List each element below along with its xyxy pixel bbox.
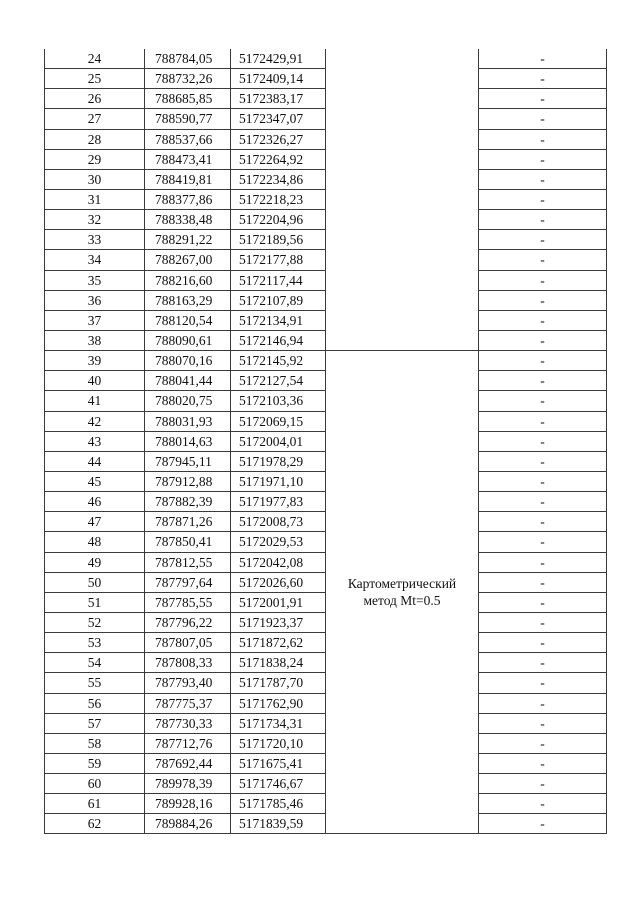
x-coordinate-cell: 787808,33: [145, 653, 231, 673]
y-coordinate-cell: 5172383,17: [231, 89, 326, 109]
y-coordinate-cell: 5172204,96: [231, 210, 326, 230]
y-coordinate-cell: 5171872,62: [231, 633, 326, 653]
x-coordinate-cell: 788784,05: [145, 49, 231, 69]
y-coordinate-cell: 5172146,94: [231, 330, 326, 350]
point-number-cell: 24: [45, 49, 145, 69]
y-coordinate-cell: 5171977,83: [231, 492, 326, 512]
y-coordinate-cell: 5171838,24: [231, 653, 326, 673]
method-cell-upper: [326, 49, 479, 351]
y-coordinate-cell: 5172004,01: [231, 431, 326, 451]
point-number-cell: 39: [45, 351, 145, 371]
y-coordinate-cell: 5171734,31: [231, 713, 326, 733]
point-number-cell: 26: [45, 89, 145, 109]
accuracy-cell: -: [479, 814, 607, 834]
accuracy-cell: -: [479, 330, 607, 350]
accuracy-cell: -: [479, 572, 607, 592]
point-number-cell: 43: [45, 431, 145, 451]
y-coordinate-cell: 5172145,92: [231, 351, 326, 371]
point-number-cell: 54: [45, 653, 145, 673]
x-coordinate-cell: 787912,88: [145, 471, 231, 491]
y-coordinate-cell: 5171785,46: [231, 794, 326, 814]
point-number-cell: 40: [45, 371, 145, 391]
x-coordinate-cell: 787850,41: [145, 532, 231, 552]
accuracy-cell: -: [479, 149, 607, 169]
method-text-line-1: Картометрический: [347, 576, 457, 592]
point-number-cell: 58: [45, 733, 145, 753]
point-number-cell: 59: [45, 753, 145, 773]
accuracy-cell: -: [479, 451, 607, 471]
point-number-cell: 45: [45, 471, 145, 491]
x-coordinate-cell: 787882,39: [145, 492, 231, 512]
y-coordinate-cell: 5172127,54: [231, 371, 326, 391]
point-number-cell: 37: [45, 310, 145, 330]
accuracy-cell: -: [479, 693, 607, 713]
point-number-cell: 53: [45, 633, 145, 653]
y-coordinate-cell: 5171839,59: [231, 814, 326, 834]
point-number-cell: 49: [45, 552, 145, 572]
accuracy-cell: -: [479, 492, 607, 512]
point-number-cell: 61: [45, 794, 145, 814]
point-number-cell: 34: [45, 250, 145, 270]
x-coordinate-cell: 788537,66: [145, 129, 231, 149]
y-coordinate-cell: 5171720,10: [231, 733, 326, 753]
x-coordinate-cell: 789884,26: [145, 814, 231, 834]
point-number-cell: 31: [45, 189, 145, 209]
x-coordinate-cell: 788338,48: [145, 210, 231, 230]
point-number-cell: 41: [45, 391, 145, 411]
accuracy-cell: -: [479, 633, 607, 653]
accuracy-cell: -: [479, 189, 607, 209]
x-coordinate-cell: 787775,37: [145, 693, 231, 713]
point-number-cell: 42: [45, 411, 145, 431]
y-coordinate-cell: 5172029,53: [231, 532, 326, 552]
accuracy-cell: -: [479, 69, 607, 89]
y-coordinate-cell: 5171923,37: [231, 612, 326, 632]
y-coordinate-cell: 5171762,90: [231, 693, 326, 713]
accuracy-cell: -: [479, 391, 607, 411]
x-coordinate-cell: 789978,39: [145, 774, 231, 794]
y-coordinate-cell: 5172042,08: [231, 552, 326, 572]
y-coordinate-cell: 5172409,14: [231, 69, 326, 89]
y-coordinate-cell: 5171978,29: [231, 451, 326, 471]
x-coordinate-cell: 787712,76: [145, 733, 231, 753]
y-coordinate-cell: 5172189,56: [231, 230, 326, 250]
accuracy-cell: -: [479, 169, 607, 189]
accuracy-cell: -: [479, 411, 607, 431]
table-row: [45, 49, 607, 69]
x-coordinate-cell: 788419,81: [145, 169, 231, 189]
x-coordinate-cell: 789928,16: [145, 794, 231, 814]
accuracy-cell: -: [479, 210, 607, 230]
y-coordinate-cell: 5171675,41: [231, 753, 326, 773]
y-coordinate-cell: 5172134,91: [231, 310, 326, 330]
method-cell-lower: [326, 351, 479, 834]
accuracy-cell: -: [479, 471, 607, 491]
point-number-cell: 51: [45, 592, 145, 612]
x-coordinate-cell: 787871,26: [145, 512, 231, 532]
table-row: [45, 351, 607, 371]
accuracy-cell: -: [479, 673, 607, 693]
method-text-line-2: метод Mt=0.5: [363, 593, 441, 609]
accuracy-cell: -: [479, 774, 607, 794]
accuracy-cell: -: [479, 713, 607, 733]
accuracy-cell: -: [479, 733, 607, 753]
y-coordinate-cell: 5172429,91: [231, 49, 326, 69]
point-number-cell: 46: [45, 492, 145, 512]
y-coordinate-cell: 5172103,36: [231, 391, 326, 411]
y-coordinate-cell: 5172026,60: [231, 572, 326, 592]
y-coordinate-cell: 5172218,23: [231, 189, 326, 209]
point-number-cell: 36: [45, 290, 145, 310]
x-coordinate-cell: 788267,00: [145, 250, 231, 270]
accuracy-cell: -: [479, 270, 607, 290]
accuracy-cell: -: [479, 89, 607, 109]
x-coordinate-cell: 788291,22: [145, 230, 231, 250]
accuracy-cell: -: [479, 310, 607, 330]
x-coordinate-cell: 787796,22: [145, 612, 231, 632]
coordinates-table-body: [45, 49, 607, 834]
y-coordinate-cell: 5172234,86: [231, 169, 326, 189]
x-coordinate-cell: 788685,85: [145, 89, 231, 109]
accuracy-cell: -: [479, 552, 607, 572]
accuracy-cell: -: [479, 431, 607, 451]
point-number-cell: 56: [45, 693, 145, 713]
accuracy-cell: -: [479, 612, 607, 632]
point-number-cell: 27: [45, 109, 145, 129]
y-coordinate-cell: 5172117,44: [231, 270, 326, 290]
coordinates-table: [44, 49, 607, 834]
accuracy-cell: -: [479, 592, 607, 612]
x-coordinate-cell: 787785,55: [145, 592, 231, 612]
accuracy-cell: -: [479, 230, 607, 250]
x-coordinate-cell: 788732,26: [145, 69, 231, 89]
x-coordinate-cell: 788031,93: [145, 411, 231, 431]
point-number-cell: 60: [45, 774, 145, 794]
accuracy-cell: -: [479, 794, 607, 814]
y-coordinate-cell: 5172326,27: [231, 129, 326, 149]
x-coordinate-cell: 787793,40: [145, 673, 231, 693]
y-coordinate-cell: 5171971,10: [231, 471, 326, 491]
x-coordinate-cell: 788090,61: [145, 330, 231, 350]
x-coordinate-cell: 788070,16: [145, 351, 231, 371]
accuracy-cell: -: [479, 49, 607, 69]
accuracy-cell: -: [479, 653, 607, 673]
x-coordinate-cell: 787730,33: [145, 713, 231, 733]
point-number-cell: 57: [45, 713, 145, 733]
x-coordinate-cell: 788014,63: [145, 431, 231, 451]
x-coordinate-cell: 788041,44: [145, 371, 231, 391]
accuracy-cell: -: [479, 129, 607, 149]
accuracy-cell: -: [479, 351, 607, 371]
x-coordinate-cell: 788216,60: [145, 270, 231, 290]
x-coordinate-cell: 787807,05: [145, 633, 231, 653]
y-coordinate-cell: 5172008,73: [231, 512, 326, 532]
y-coordinate-cell: 5171746,67: [231, 774, 326, 794]
accuracy-cell: -: [479, 532, 607, 552]
y-coordinate-cell: 5172264,92: [231, 149, 326, 169]
y-coordinate-cell: 5172069,15: [231, 411, 326, 431]
point-number-cell: 28: [45, 129, 145, 149]
accuracy-cell: -: [479, 290, 607, 310]
point-number-cell: 62: [45, 814, 145, 834]
point-number-cell: 48: [45, 532, 145, 552]
point-number-cell: 44: [45, 451, 145, 471]
point-number-cell: 32: [45, 210, 145, 230]
accuracy-cell: -: [479, 371, 607, 391]
point-number-cell: 33: [45, 230, 145, 250]
x-coordinate-cell: 787812,55: [145, 552, 231, 572]
point-number-cell: 35: [45, 270, 145, 290]
y-coordinate-cell: 5171787,70: [231, 673, 326, 693]
y-coordinate-cell: 5172107,89: [231, 290, 326, 310]
x-coordinate-cell: 788020,75: [145, 391, 231, 411]
x-coordinate-cell: 788590,77: [145, 109, 231, 129]
point-number-cell: 50: [45, 572, 145, 592]
point-number-cell: 38: [45, 330, 145, 350]
x-coordinate-cell: 788163,29: [145, 290, 231, 310]
accuracy-cell: -: [479, 512, 607, 532]
x-coordinate-cell: 788120,54: [145, 310, 231, 330]
x-coordinate-cell: 787945,11: [145, 451, 231, 471]
y-coordinate-cell: 5172177,88: [231, 250, 326, 270]
accuracy-cell: -: [479, 109, 607, 129]
x-coordinate-cell: 787692,44: [145, 753, 231, 773]
point-number-cell: 47: [45, 512, 145, 532]
y-coordinate-cell: 5172001,91: [231, 592, 326, 612]
point-number-cell: 25: [45, 69, 145, 89]
point-number-cell: 30: [45, 169, 145, 189]
x-coordinate-cell: 788473,41: [145, 149, 231, 169]
x-coordinate-cell: 788377,86: [145, 189, 231, 209]
point-number-cell: 55: [45, 673, 145, 693]
x-coordinate-cell: 787797,64: [145, 572, 231, 592]
point-number-cell: 29: [45, 149, 145, 169]
y-coordinate-cell: 5172347,07: [231, 109, 326, 129]
point-number-cell: 52: [45, 612, 145, 632]
accuracy-cell: -: [479, 250, 607, 270]
accuracy-cell: -: [479, 753, 607, 773]
